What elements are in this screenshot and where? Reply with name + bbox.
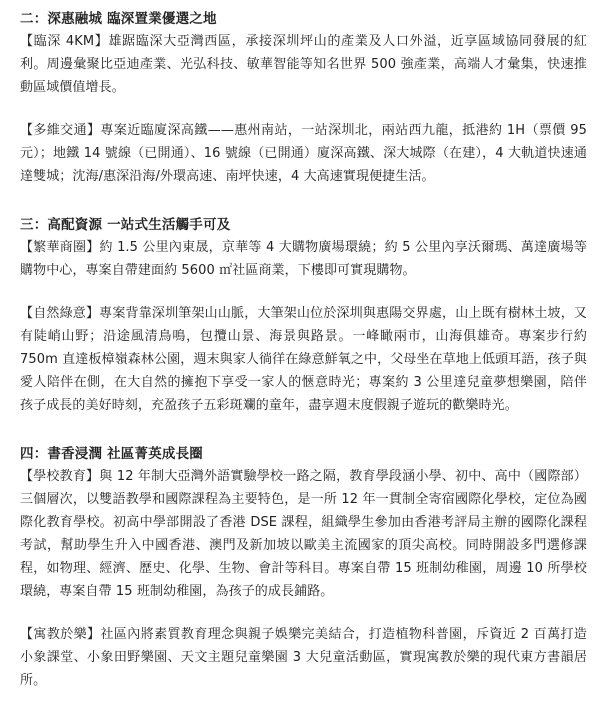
paragraph-school: 【學校教育】與 12 年制大亞灣外語實驗學校一路之隔，教育學段涵小學、初中、高中（國際部）三個層次，以雙語教學和國際課程為主要特色，是一所 12 年一貫制全寄宿國際化學校，定位為國際化教育學校。初高中學部開設了香港 DSE 課程，組織學生參加由香港考評局主辦的國際化課程考試，幫助學生升入中國香港、澳門及新加坡以歐美主流國家的頂尖高校。同時開設多門選修課程，如物理、經濟、歷史、化學、生物、會計等科目。專案自帶 15 班制幼稚園，周邊 10 所學校環繞，專案自帶 15 班制幼稚園，為孩子的成長鋪路。	[20, 469, 587, 599]
paragraph-nature: 【自然綠意】專案背靠深圳筆架山山脈，大筆架山位於深圳與惠陽交界處，山上既有樹林土坡，又有陡峭山野；沿途風清鳥鳴，包攬山景、海景與路景。一峰瞰兩市，山海俱雄奇。專案步行約 750m 直達板樟嶺森林公園，週末與家人徜徉在綠意鮮氧之中，父母坐在草地上低頭耳語，孩子與愛人陪伴在側，在大自然的擁抱下享受一家人的愜意時光；專案約 3 公里達兒童夢想樂園，陪伴孩子成長的美好時刻，充盈孩子五彩斑斕的童年，盡享週末度假親子遊玩的歡樂時光。	[20, 306, 587, 413]
section-heading-4: 四：書香浸潤 社區菁英成長圈	[20, 446, 203, 462]
paragraph-transport: 【多維交通】專案近臨廈深高鐵——惠州南站，一站深圳北，兩站西九龍，抵港約 1H（票價 95 元）；地鐵 14 號線（已開通）、16 號線（已開通）廈深高鐵、深大城際（在建），4 大軌道快速通達雙城；沈海/惠深沿海/外環高速、南坪快速，4 大高速實現便捷生活。	[20, 123, 587, 184]
paragraph-proximity: 【臨深 4KM】雄踞臨深大亞灣西區，承接深圳坪山的產業及人口外溢，近享區域協同發展的紅利。周邊彙聚比亞迪產業、光弘科技、敏華智能等知名世界 500 強產業，高端人才彙集，快速推動區域價值增長。	[20, 34, 587, 95]
section-heading-2: 二：深惠融城 臨深置業優選之地	[20, 11, 217, 27]
section-heading-3: 三：高配資源 一站式生活觸手可及	[20, 217, 231, 233]
paragraph-edutainment: 【寓教於樂】社區內將素質教育理念與親子娛樂完美結合，打造植物科普園，斥資近 2 百萬打造小象課堂、小象田野樂園、天文主題兒童樂園 3 大兒童活動區，實現寓教於樂的現代東方書韻居所。	[20, 627, 587, 688]
paragraph-shopping: 【繁華商圈】約 1.5 公里內東晟，京華等 4 大購物廣場環繞；約 5 公里內享沃爾瑪、萬達廣場等購物中心，專案自帶建面約 5600 ㎡社區商業，下樓即可實現購物。	[20, 240, 587, 278]
